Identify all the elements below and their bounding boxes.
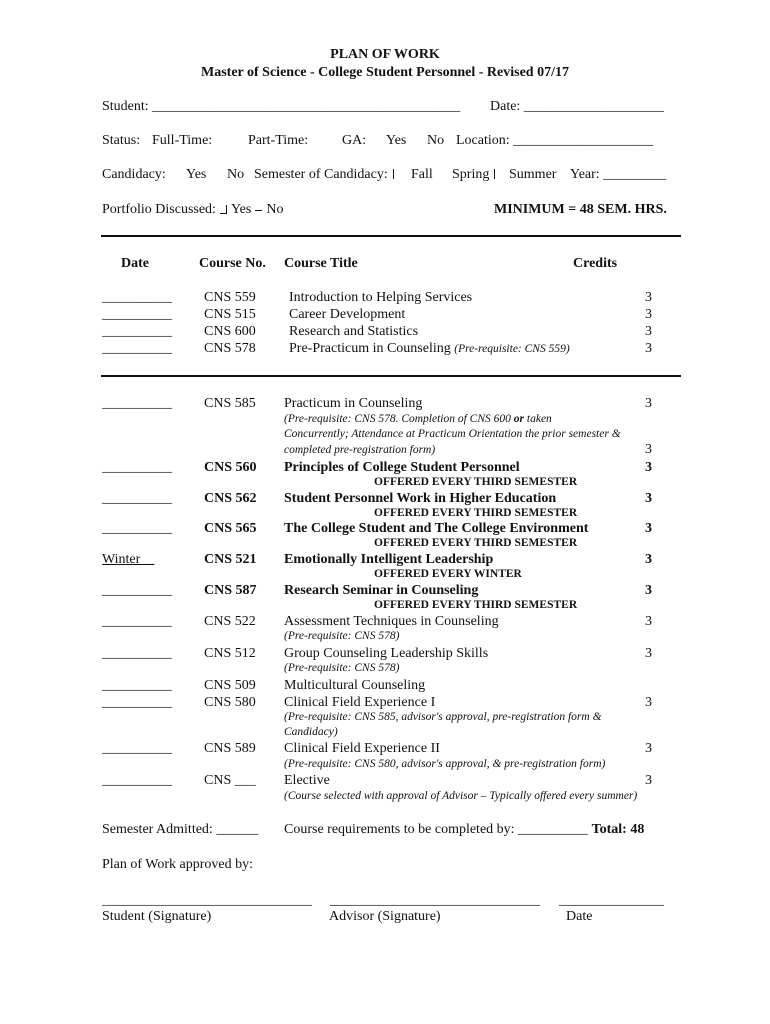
page-title: PLAN OF WORK	[330, 47, 440, 62]
course-credits: 3	[645, 614, 652, 629]
course-credits: 3	[645, 521, 652, 536]
date-blank[interactable]: __________	[102, 290, 172, 305]
course-title: Pre-Practicum in Counseling (Pre-requisite: CNS 559)	[289, 341, 570, 356]
spring-option[interactable]: Spring	[452, 167, 500, 183]
date-blank[interactable]: __________	[102, 695, 172, 710]
candidacy-label: Candidacy:	[102, 167, 166, 182]
course-number: CNS 600	[204, 324, 256, 339]
location-field[interactable]: Location: ____________________	[456, 133, 654, 148]
date-winter[interactable]: Winter__	[102, 552, 155, 567]
course-title: Research and Statistics	[289, 324, 419, 339]
course-number: CNS 585	[204, 396, 256, 411]
part-time-option[interactable]: Part-Time:	[248, 133, 309, 148]
date-blank[interactable]: __________	[102, 773, 172, 788]
full-time-option[interactable]: Full-Time:	[152, 133, 213, 148]
prerequisite-note: (Pre-requisite: CNS 578)	[284, 630, 400, 642]
course-number: CNS 509	[204, 678, 256, 693]
date-blank[interactable]: __________	[102, 307, 172, 322]
student-signature-line[interactable]: ______________________________	[102, 893, 312, 908]
course-credits: 3	[645, 552, 652, 567]
prerequisite-note: Candidacy)	[284, 726, 338, 738]
course-credits: 3	[645, 324, 652, 339]
date-blank[interactable]: __________	[102, 491, 172, 506]
offered-note: OFFERED EVERY THIRD SEMESTER	[374, 537, 578, 549]
checkbox-icon[interactable]	[494, 169, 495, 179]
course-number: CNS 515	[204, 307, 256, 322]
approved-label: Plan of Work approved by:	[102, 857, 254, 872]
divider	[101, 375, 681, 377]
minimum-hours: MINIMUM = 48 SEM. HRS.	[494, 202, 667, 217]
date-blank[interactable]: __________	[102, 614, 172, 629]
date-blank[interactable]: __________	[102, 460, 172, 475]
candidacy-no-option[interactable]: No	[227, 167, 245, 182]
course-title: Assessment Techniques in Counseling	[284, 614, 499, 629]
course-number: CNS 578	[204, 341, 256, 356]
offered-note: OFFERED EVERY THIRD SEMESTER	[374, 599, 578, 611]
course-credits: 3	[645, 341, 652, 356]
date-blank[interactable]: __________	[102, 678, 172, 693]
ga-yes-option[interactable]: Yes	[386, 133, 407, 148]
prerequisite-note: (Pre-requisite: CNS 580, advisor's approval, & pre-registration form)	[284, 758, 606, 770]
course-title: Clinical Field Experience I	[284, 695, 436, 710]
course-number: CNS 522	[204, 614, 256, 629]
course-title: Group Counseling Leadership Skills	[284, 646, 489, 661]
course-title: Practicum in Counseling	[284, 396, 423, 411]
fall-option[interactable]: Fall	[411, 167, 433, 182]
course-number: CNS 587	[204, 583, 257, 598]
course-credits: 3	[645, 741, 652, 756]
prerequisite-note: Concurrently; Attendance at Practicum Orientation the prior semester &	[284, 428, 621, 440]
course-number: CNS 589	[204, 741, 256, 756]
course-credits: 3	[645, 491, 652, 506]
offered-note: OFFERED EVERY THIRD SEMESTER	[374, 476, 578, 488]
course-number: CNS 560	[204, 460, 257, 475]
candidacy-yes-option[interactable]: Yes	[186, 167, 207, 182]
year-field[interactable]: Year: _________	[570, 167, 667, 182]
prerequisite-note: (Pre-requisite: CNS 585, advisor's approval, pre-registration form &	[284, 711, 602, 723]
portfolio-row: Portfolio Discussed: Yes No	[102, 202, 284, 217]
date-blank[interactable]: __________	[102, 741, 172, 756]
course-title: Research Seminar in Counseling	[284, 583, 479, 598]
course-title: Clinical Field Experience II	[284, 741, 440, 756]
student-field[interactable]: Student: ____________________________________________	[102, 99, 461, 114]
offered-note: OFFERED EVERY THIRD SEMESTER	[374, 507, 578, 519]
course-credits: 3	[645, 460, 652, 475]
total-hours: Total: 48	[591, 822, 645, 837]
date-blank[interactable]: __________	[102, 396, 172, 411]
course-title: Introduction to Helping Services	[289, 290, 473, 305]
course-number: CNS 512	[204, 646, 256, 661]
checkbox-icon[interactable]	[393, 169, 394, 179]
advisor-signature-label: Advisor (Signature)	[329, 909, 441, 924]
course-credits: 3	[645, 695, 652, 710]
course-number: CNS 521	[204, 552, 257, 567]
course-credits: 3	[645, 307, 652, 322]
header-course-no: Course No.	[199, 256, 266, 271]
prerequisite-note: (Pre-requisite: CNS 578)	[284, 662, 400, 674]
portfolio-yes-option[interactable]: Yes	[230, 202, 252, 217]
checkbox-icon[interactable]	[220, 205, 227, 214]
course-number: CNS 559	[204, 290, 256, 305]
course-number: CNS 580	[204, 695, 256, 710]
course-credits: 3	[645, 583, 652, 598]
course-credits: 3	[645, 773, 652, 788]
prerequisite-note: (Pre-requisite: CNS 578. Completion of CNS 600 or taken	[284, 413, 552, 425]
prerequisite-note: (Pre-requisite: CNS 559)	[454, 343, 570, 355]
header-date: Date	[121, 256, 149, 271]
page-subtitle: Master of Science - College Student Personnel - Revised 07/17	[201, 65, 569, 80]
signature-date-label: Date	[566, 909, 593, 924]
requirements-field[interactable]: Course requirements to be completed by: __________ Total: 48	[284, 822, 645, 837]
offered-note: OFFERED EVERY WINTER	[374, 568, 522, 580]
prerequisite-note: completed pre-registration form)	[284, 444, 436, 456]
course-title: Student Personnel Work in Higher Education	[284, 491, 557, 506]
course-credits: 3	[645, 646, 652, 661]
advisor-signature-line[interactable]: ______________________________	[330, 893, 540, 908]
date-blank[interactable]: __________	[102, 646, 172, 661]
course-credits: 3	[645, 442, 652, 457]
portfolio-no-option[interactable]: No	[266, 202, 284, 217]
date-blank[interactable]: __________	[102, 583, 172, 598]
course-title: The College Student and The College Environment	[284, 521, 589, 536]
course-credits: 3	[645, 396, 652, 411]
course-credits: 3	[645, 290, 652, 305]
course-title: Career Development	[289, 307, 406, 322]
course-number: CNS 565	[204, 521, 257, 536]
course-title: Multicultural Counseling	[284, 678, 426, 693]
course-title: Emotionally Intelligent Leadership	[284, 552, 494, 567]
elective-note: (Course selected with approval of Advisor – Typically offered every summer)	[284, 790, 638, 802]
header-credits: Credits	[573, 256, 618, 271]
summer-option[interactable]: Summer	[509, 167, 557, 182]
student-signature-label: Student (Signature)	[102, 909, 212, 924]
divider	[101, 235, 681, 237]
semester-admitted-field[interactable]: Semester Admitted: ______	[102, 822, 259, 837]
status-label: Status:	[102, 133, 141, 148]
signature-date-line[interactable]: _______________	[559, 893, 664, 908]
checkbox-icon[interactable]	[255, 210, 262, 211]
ga-no-option[interactable]: No	[427, 133, 445, 148]
header-course-title: Course Title	[284, 256, 358, 271]
course-number: CNS 562	[204, 491, 257, 506]
ga-label: GA:	[342, 133, 367, 148]
course-number: CNS ___	[204, 773, 256, 788]
date-field[interactable]: Date: ____________________	[490, 99, 664, 114]
course-title: Elective	[284, 773, 330, 788]
semester-of-candidacy-label: Semester of Candidacy:	[254, 167, 399, 183]
date-blank[interactable]: __________	[102, 341, 172, 356]
course-title: Principles of College Student Personnel	[284, 460, 520, 475]
date-blank[interactable]: __________	[102, 324, 172, 339]
date-blank[interactable]: __________	[102, 521, 172, 536]
